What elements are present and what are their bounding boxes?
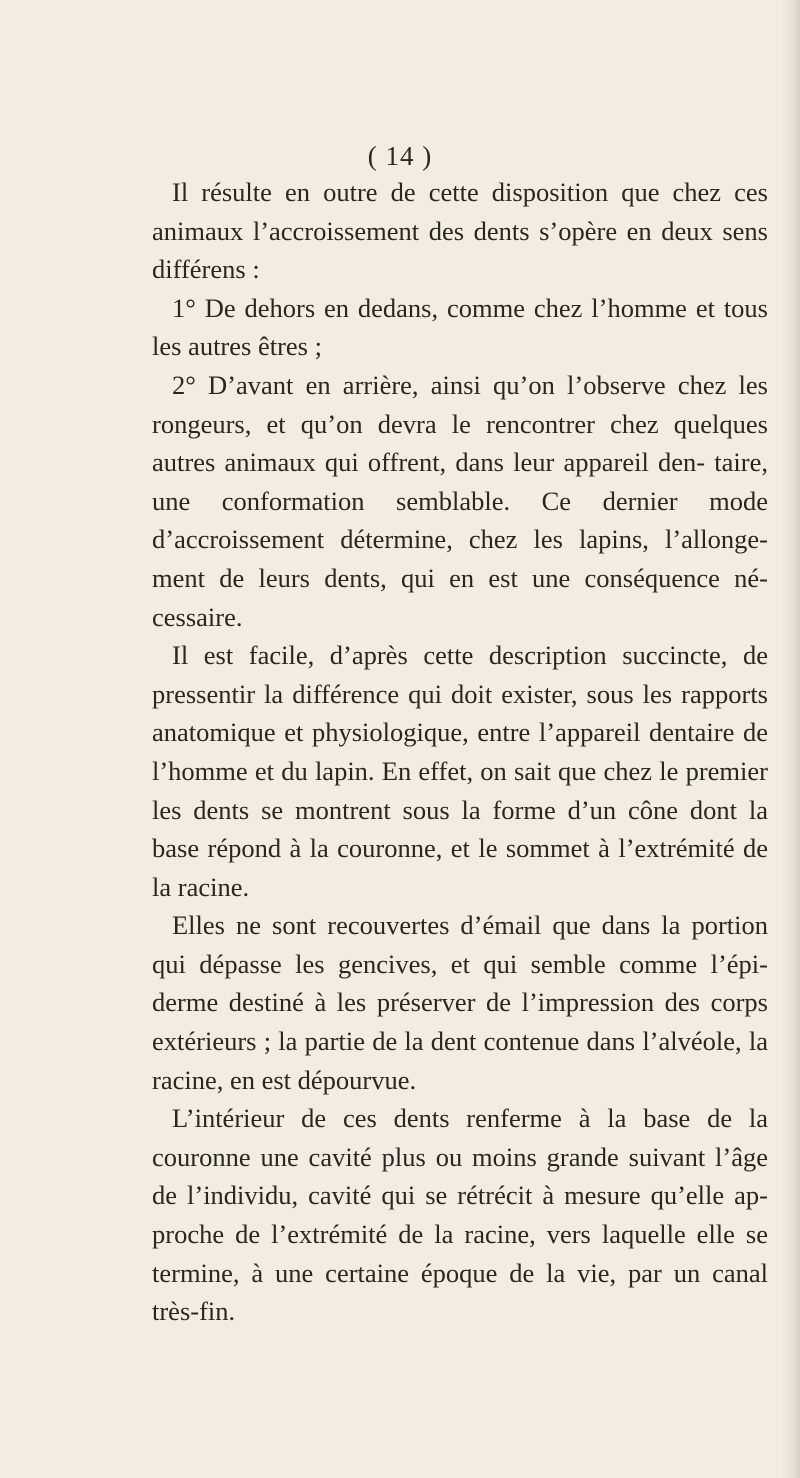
- paragraph-2: 1° De dehors en dedans, comme chez l’homme et tous les autres êtres ;: [152, 292, 768, 362]
- paragraph-3: 2° D’avant en arrière, ainsi qu’on l’observe chez les rongeurs, et qu’on devra le rencontrer chez quelques autres animaux qui offrent, dans leur appareil den- taire, une conformation semblable. Ce dernier mode d’accroissement détermine, chez les lapins, l’allonge- ment de leurs dents, qui en est une conséquence né- cessaire.: [152, 369, 768, 632]
- page-number: ( 14 ): [367, 141, 433, 171]
- paragraph-4: Il est facile, d’après cette description succincte, de pressentir la différence qui doit exister, sous les rapports anatomique et physiologique, entre l’appareil dentaire de l’homme et du lapin. En effet, on sait que chez le premier les dents se montrent sous la forme d’un cône dont la base répond à la couronne, et le sommet à l’extrémité de la racine.: [152, 640, 768, 902]
- paragraph-5: Elles ne sont recouvertes d’émail que dans la portion qui dépasse les gencives, et qui semble comme l’épi- derme destiné à les préserver de l’impression des corps extérieurs ; la partie de la dent contenue dans l’alvéole, la racine, en est dépourvue.: [152, 910, 768, 1095]
- page-edge-shadow: [782, 0, 800, 1478]
- paragraph-6: L’intérieur de ces dents renferme à la base de la couronne une cavité plus ou moins grande suivant l’âge de l’individu, cavité qui se rétrécit à mesure qu’elle ap- proche de l’extrémité de la racine, vers laquelle elle se termine, à une certaine époque de la vie, par un canal très-fin.: [152, 1103, 768, 1327]
- body-text: [152, 173, 768, 1331]
- paragraph-1: Il résulte en outre de cette disposition que chez ces animaux l’accroissement des dents s’opère en deux sens différens :: [152, 177, 768, 285]
